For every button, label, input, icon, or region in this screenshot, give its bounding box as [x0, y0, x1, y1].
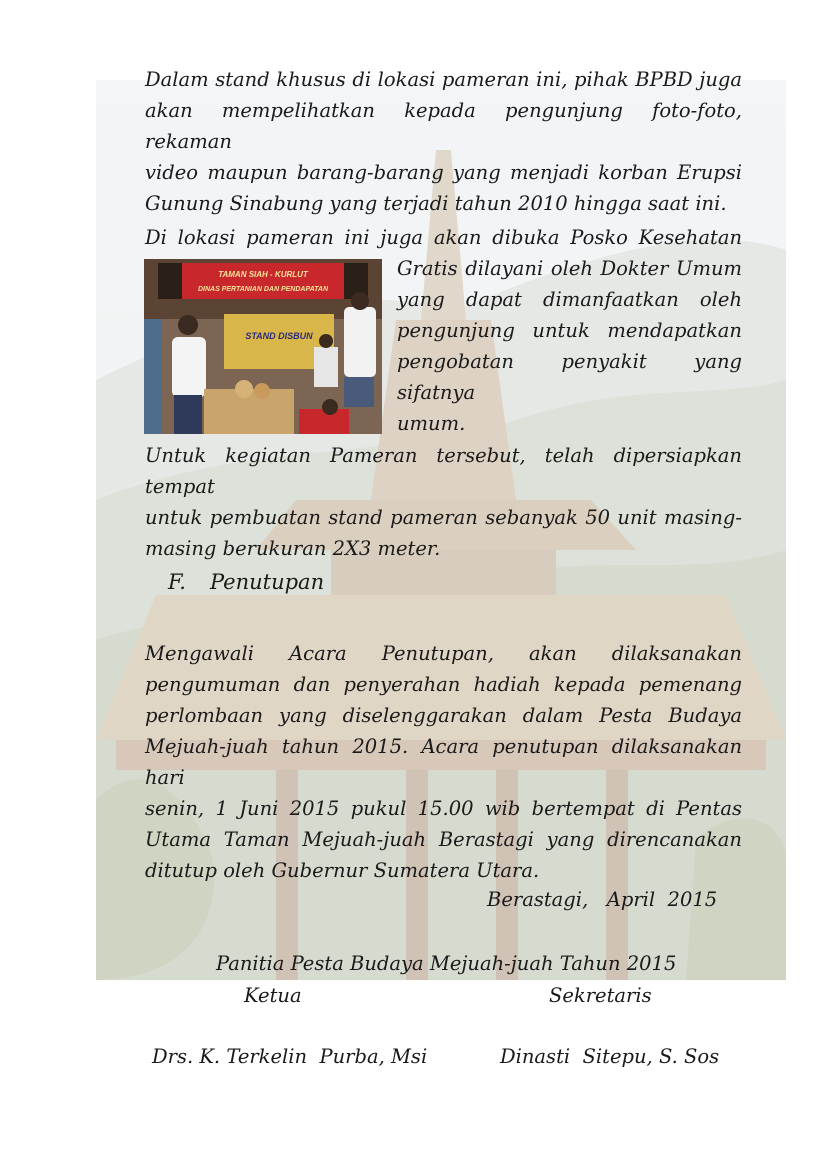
section-title: Penutupan [209, 570, 325, 594]
text-line: Di lokasi pameran ini juga akan dibuka Posko Kesehatan [145, 226, 742, 249]
text-line: pengumuman dan penyerahan hadiah kepada pemenang [145, 673, 742, 696]
stand-sign: STAND DISBUN [245, 331, 313, 341]
text-line: pengobatan penyakit yang sifatnya [397, 350, 742, 404]
exhibition-stand-photo [144, 259, 382, 434]
text-line: Mengawali Acara Penutupan, akan dilaksanakan [145, 642, 742, 665]
role-secretary: Sekretaris [549, 984, 652, 1007]
text-line: Untuk kegiatan Pameran tersebut, telah dipersiapkan tempat [145, 444, 742, 498]
name-secretary: Dinasti Sitepu, S. Sos [500, 1045, 720, 1068]
section-number: F. [168, 570, 186, 594]
committee-name: Panitia Pesta Budaya Mejuah-juah Tahun 2015 [216, 952, 677, 975]
section-heading [168, 570, 348, 594]
text-line: Utama Taman Mejuah-juah Berastagi yang direncanakan [145, 828, 742, 851]
text-line: ditutup oleh Gubernur Sumatera Utara. [145, 859, 540, 882]
text-line: perlombaan yang diselenggarakan dalam Pesta Budaya [145, 704, 742, 727]
paragraph-posko-wrap [397, 253, 742, 439]
text-line: pengunjung untuk mendapatkan [397, 319, 742, 342]
text-line: video maupun barang-barang yang menjadi korban Erupsi [145, 161, 742, 184]
text-line: senin, 1 Juni 2015 pukul 15.00 wib bertempat di Pentas [145, 797, 742, 820]
banner-line-2: DINAS PERTANIAN DAN PENDAPATAN [197, 286, 329, 293]
text-line: Mejuah-juah tahun 2015. Acara penutupan dilaksanakan hari [145, 735, 742, 789]
paragraph-penutupan [145, 638, 742, 886]
paragraph-posko [145, 222, 742, 253]
text-line: umum. [397, 412, 466, 435]
text-line: Gunung Sinabung yang terjadi tahun 2010 hingga saat ini. [145, 192, 727, 215]
role-chair: Ketua [244, 984, 302, 1007]
banner-line-1: TAMAN SIAH - KURLUT [218, 270, 308, 279]
text-line: Gratis dilayani oleh Dokter Umum [397, 257, 742, 280]
name-chair: Drs. K. Terkelin Purba, Msi [152, 1045, 428, 1068]
text-line: masing berukuran 2X3 meter. [145, 537, 441, 560]
place-date: Berastagi, April 2015 [487, 888, 718, 911]
paragraph-bpbd [145, 64, 742, 219]
text-line: yang dapat dimanfaatkan oleh [397, 288, 742, 311]
text-line: Dalam stand khusus di lokasi pameran ini, pihak BPBD juga [145, 68, 742, 91]
text-line: untuk pembuatan stand pameran sebanyak 50 unit masing- [145, 506, 742, 529]
paragraph-stand [145, 440, 742, 564]
text-line: akan mempelihatkan kepada pengunjung foto-foto, rekaman [145, 99, 742, 153]
